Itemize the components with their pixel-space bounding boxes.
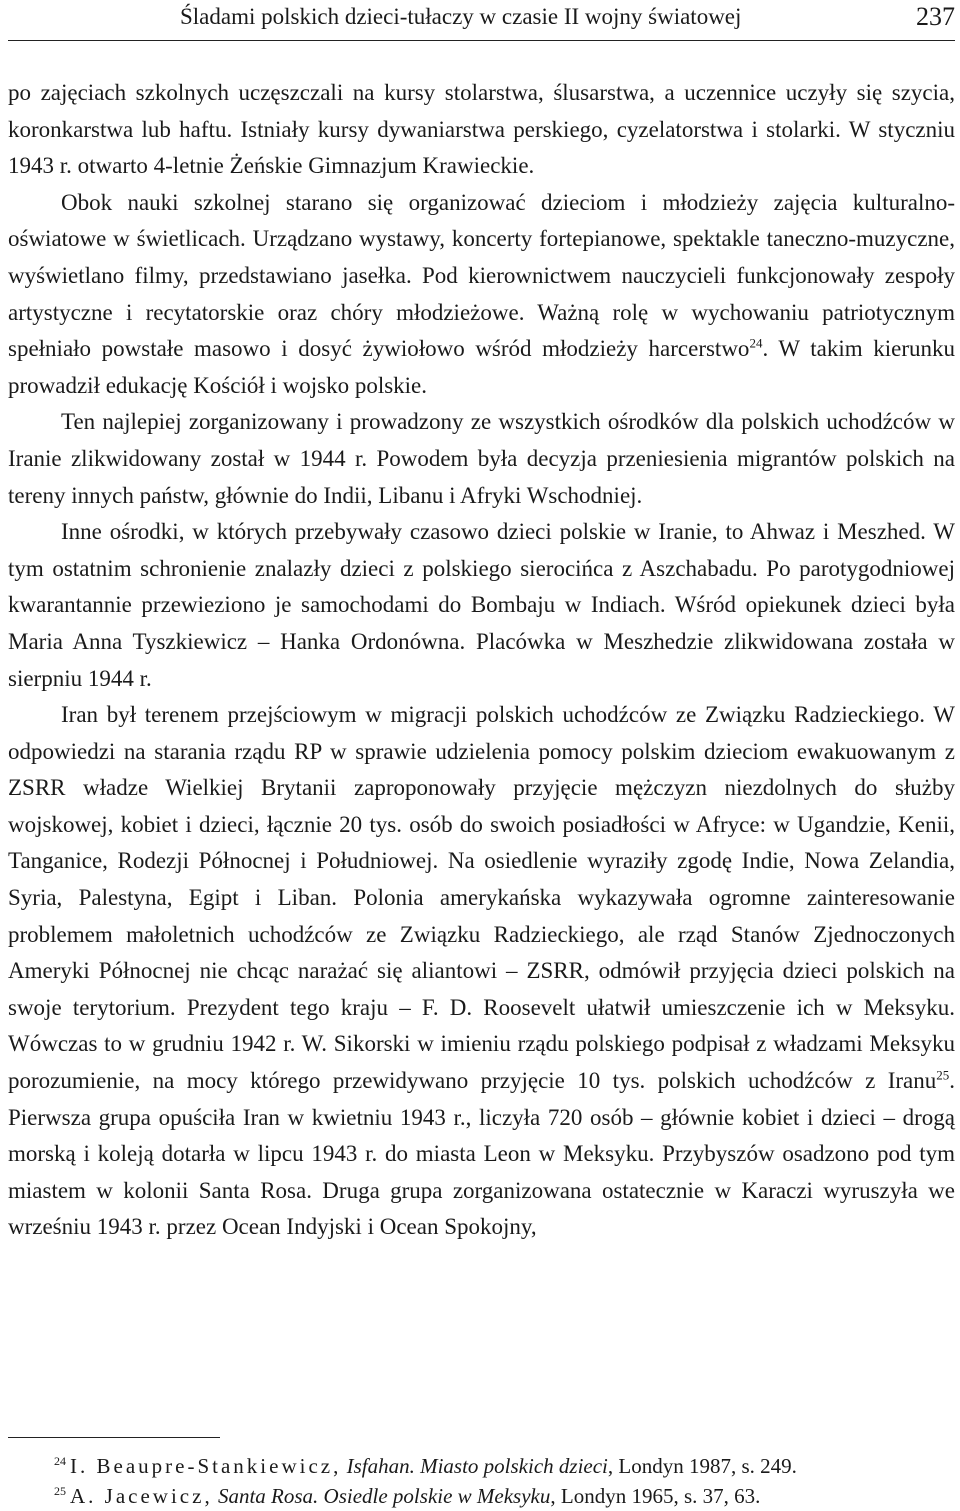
footnote-number: 24 [54,1454,66,1468]
footnote-25 [54,1481,955,1511]
paragraph-4: Inne ośrodki, w których przebywały czasowo dzieci polskie w Iranie, to Ahwaz i Meszhed. W tym ostatnim schronienie znalazły dzieci z polskiego sierocińca z Aszchabadu. Po parotygodniowej kwarantannie przewieziono je samochodami do Bombaju w Indiach. Wśród opiekunek dzieci była Maria Anna Tyszkiewicz – Hanka Ordonówna. Placówka w Meszhedzie zlikwidowana została w sierpniu 1944 r. [8,519,955,691]
footnote-divider [8,1437,220,1438]
footnote-ref-24[interactable]: 24 [749,335,763,351]
page-number: 237 [916,2,955,31]
footnote-title: Isfahan. Miasto polskich dzieci [346,1454,608,1478]
paragraph-5: Iran był terenem przejściowym w migracji polskich uchodźców ze Związku Radzieckiego. W odpowiedzi na starania rządu RP w sprawie udzielenia pomocy polskim dzieciom ewakuowanym z ZSRR władze Wielkiej Brytanii zaproponowały przyjęcie mężczyzn niezdolnych do służby wojskowej, kobiet i dzieci, łącznie 20 tys. osób do swoich posiadłości w Afryce: w Ugandzie, Kenii, Tanganice, Rodezji Północnej i Południowej. Na osiedlenie wyraziły zgodę Indie, Nowa Zelandia, Syria, Palestyna, Egipt i Liban. Polonia amerykańska wykazywała ogromne zainteresowanie problemem małoletnich uchodźców ze Związku Radzieckiego, ale rząd Stanów Zjednoczonych Ameryki Północnej nie chcąc narażać się aliantowi – ZSRR, odmówił przyjęcia dzieci polskich na swoje terytorium. Prezydent tego kraju – F. D. Roosevelt ułatwił umieszczenie ich w Meksyku. Wówczas to w grudniu 1942 r. W. Sikorski w imieniu rządu polskiego podpisał z władzami Meksyku porozumienie, na mocy którego przewidywano przyjęcie 10 tys. polskich uchodźców z Iranu$^{25}$. Pierwsza grupa opuściła Iran w kwietniu 1943 r., liczyła 720 osób – głównie kobiet i dzieci – drogą morską i koleją dotarła w lipcu 1943 r. do miasta Leon w Meksyku. Przybyszów osadzono pod tym miastem w kolonii Santa Rosa. Druga grupa zorganizowana ostatecznie w Karaczi wyruszyła we wrześniu 1943 r. przez Ocean Indyjski i Ocean Spokojny, [8,702,955,1240]
footnote-ref-25[interactable]: 25 [936,1067,950,1083]
page-header [8,2,955,41]
footnote-24 [54,1451,955,1481]
footnote-details: , Londyn 1987, s. 249. [607,1454,797,1478]
footnote-author: I. Beaupre-Stankiewicz, [70,1454,342,1478]
paragraph-1: po zajęciach szkolnych uczęszczali na kursy stolarstwa, ślusarstwa, a uczennice uczyły się szycia, koronkarstwa lub haftu. Istniały kursy dywaniarstwa perskiego, cyzelatorstwa i stolarki. W styczniu 1943 r. otwarto 4-letnie Żeńskie Gimnazjum Krawieckie. [8,80,955,179]
body-text [8,75,955,1246]
paragraph-3: Ten najlepiej zorganizowany i prowadzony ze wszystkich ośrodków dla polskich uchodźców w Iranie zlikwidowany został w 1944 r. Powodem była decyzja przeniesienia migrantów polskich na tereny innych państw, głównie do Indii, Libanu i Afryki Wschodniej. [8,409,955,508]
footnote-number: 25 [54,1484,66,1498]
paragraph-2: Obok nauki szkolnej starano się organizować dzieciom i młodzieży zajęcia kulturalno-oświatowe w świetlicach. Urządzano wystawy, koncerty fortepianowe, spektakle taneczno-muzyczne, wyświetlano filmy, przedstawiano jasełka. Pod kierownictwem nauczycieli funkcjonowały zespoły artystyczne i recytatorskie oraz chóry młodzieżowe. Ważną rolę w wychowaniu patriotycznym spełniało powstałe masowo i dosyć żywiołowo wśród młodzieży harcerstwo$^{24}$. W takim kierunku prowadził edukację Kościół i wojsko polskie. [8,189,956,398]
running-title: Śladami polskich dzieci-tułaczy w czasie II wojny światowej [180,4,742,29]
footnotes [54,1451,955,1511]
footnote-author: A. Jacewicz, [70,1484,213,1508]
document-page [8,0,956,1508]
footnote-details: , Londyn 1965, s. 37, 63. [550,1484,761,1508]
footnote-title: Santa Rosa. Osiedle polskie w Meksyku [217,1484,551,1508]
